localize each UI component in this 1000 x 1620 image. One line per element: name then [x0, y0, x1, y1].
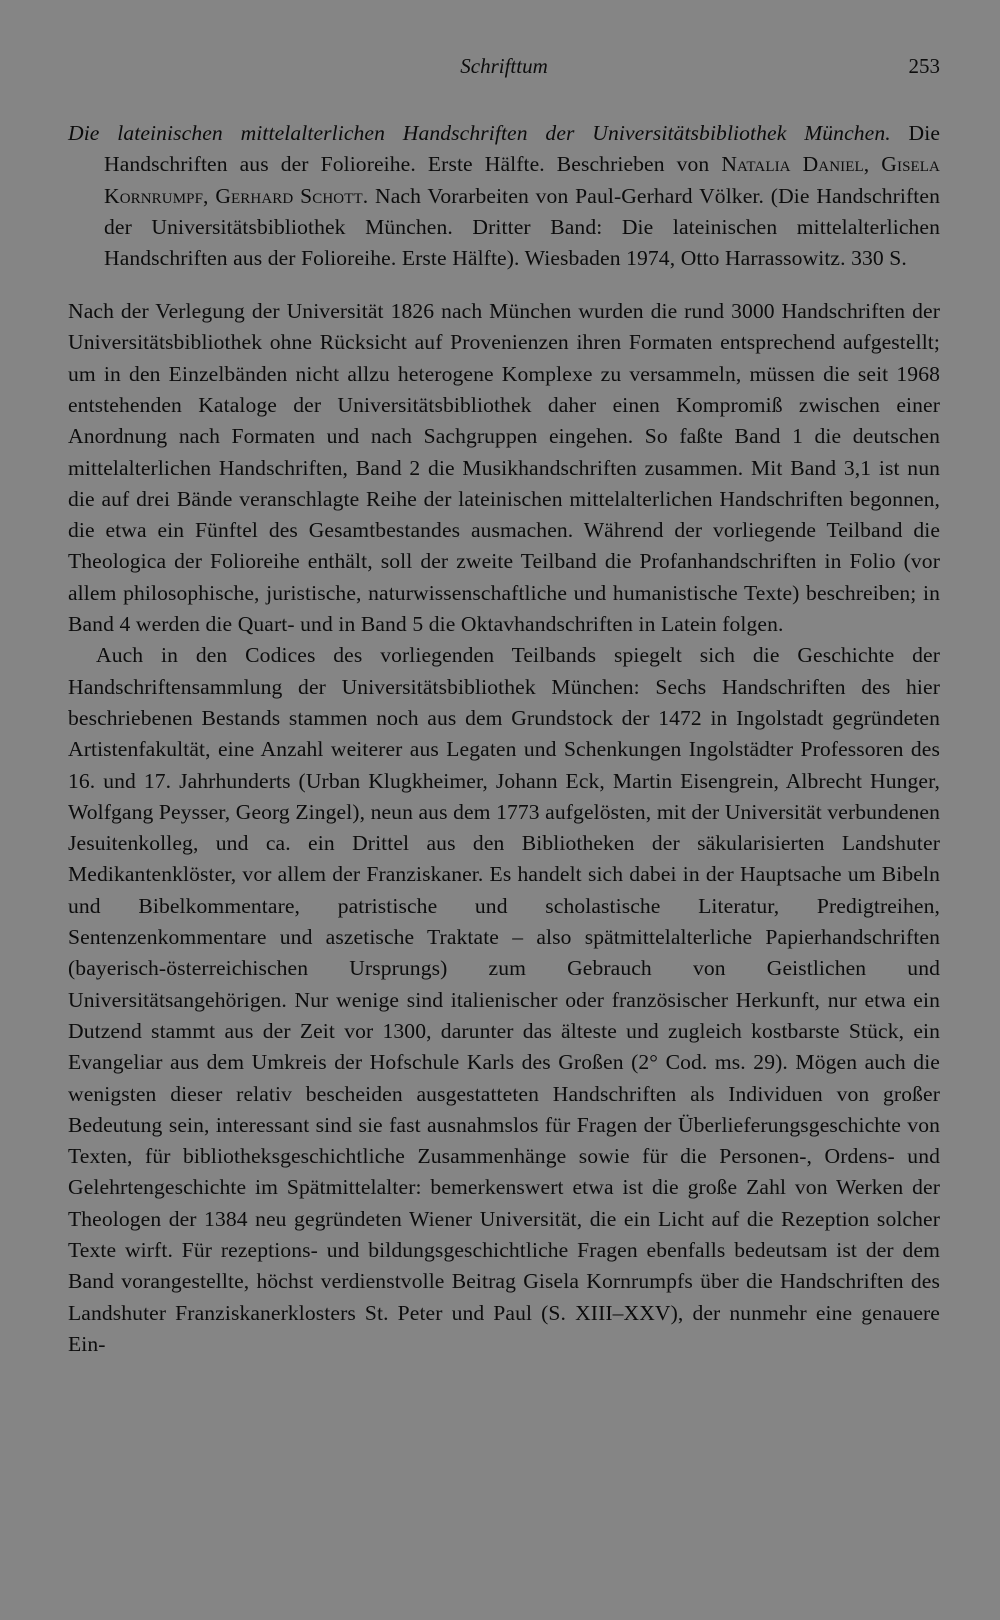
running-title: Schrifttum — [460, 54, 548, 78]
citation-title: Die lateinischen mittelalterlichen Handschriften der Universitätsbibliothek München. — [68, 121, 891, 145]
book-page — [68, 50, 940, 1360]
citation-subtitle: Die Handschriften aus der Folioreihe. Erste Hälfte. Beschrieben von — [104, 121, 941, 177]
citation-authors: Natalia Daniel, Gisela Kornrumpf, Gerhard Schott — [104, 152, 940, 208]
running-head — [68, 50, 940, 84]
body-paragraph-1: Nach der Verlegung der Universität 1826 nach München wurden die rund 3000 Handschriften der Universitätsbibliothek ohne Rücksicht auf Provenienzen ihren Formaten entsprechend aufgestellt; um in den Einzelbänden nicht allzu heterogene Komplexe zu versammeln, müssen die seit 1968 entstehenden Kataloge der Universitätsbibliothek daher einen Kompromiß zwischen einer Anordnung nach Formaten und nach Sachgruppen eingehen. So faßte Band 1 die deutschen mittelalterlichen Handschriften, Band 2 die Musikhandschriften zusammen. Mit Band 3,1 ist nun die auf drei Bände veranschlagte Reihe der lateinischen mittelalterlichen Handschriften begonnen, die etwa ein Fünftel des Gesamtbestandes ausmachen. Während der vorliegende Teilband die Theologica der Folioreihe enthält, soll der zweite Teilband die Profanhandschriften in Folio (vor allem philosophische, juristische, naturwissenschaftliche und humanistische Texte) beschreiben; in Band 4 werden die Quart- und in Band 5 die Oktavhandschriften in Latein folgen. — [68, 299, 940, 637]
citation-details: . Nach Vorarbeiten von Paul-Gerhard Völker. (Die Handschriften der Universitätsbibliothek München. Dritter Band: Die lateinischen mittelalterlichen Handschriften aus der Folioreihe. Erste Hälfte). Wiesbaden 1974, Otto Harrassowitz. 330 S. — [104, 183, 940, 271]
bibliographic-citation — [68, 118, 940, 274]
page-number: 253 — [908, 54, 940, 78]
body-paragraph-2: Auch in den Codices des vorliegenden Teilbands spiegelt sich die Geschichte der Handschriftensammlung der Universitätsbibliothek München: Sechs Handschriften des hier beschriebenen Bestands stammen noch aus dem Grundstock der 1472 in Ingolstadt gegründeten Artistenfakultät, eine Anzahl weiterer aus Legaten und Schenkungen Ingolstädter Professoren des 16. und 17. Jahrhunderts (Urban Klugkheimer, Johann Eck, Martin Eisengrein, Albrecht Hunger, Wolfgang Peysser, Georg Zingel), neun aus dem 1773 aufgelösten, mit der Universität verbundenen Jesuitenkolleg, und ca. ein Drittel aus den Bibliotheken der säkularisierten Landshuter Medikantenklöster, vor allem der Franziskaner. Es handelt sich dabei in der Hauptsache um Bibeln und Bibelkommentare, patristische und scholastische Literatur, Predigtreihen, Sentenzenkommentare und aszetische Traktate – also spätmittelalterliche Papierhandschriften (bayerisch-österreichischen Ursprungs) zum Gebrauch von Geistlichen und Universitätsangehörigen. Nur wenige sind italienischer oder französischer Herkunft, nur etwa ein Dutzend stammt aus der Zeit vor 1300, darunter das älteste und zugleich kostbarste Stück, ein Evangeliar aus dem Umkreis der Hofschule Karls des Großen (2° Cod. ms. 29). Mögen auch die wenigsten dieser relativ bescheiden ausgestatteten Handschriften als Individuen von großer Bedeutung sein, interessant sind sie fast ausnahmslos für Fragen der Überlieferungsgeschichte von Texten, für bibliotheksgeschichtliche Zusammenhänge sowie für die Personen-, Ordens- und Gelehrtengeschichte im Spätmittelalter: bemerkenswert etwa ist die große Zahl von Werken der Theologen der 1384 neu gegründeten Wiener Universität, die ein Licht auf die Rezeption solcher Texte wirft. Für rezeptions- und bildungsgeschichtliche Fragen ebenfalls bedeutsam ist der dem Band vorangestellte, höchst verdienstvolle Beitrag Gisela Kornrumpfs über die Handschriften des Landshuter Franziskanerklosters St. Peter und Paul (S. XIII–XXV), der nunmehr eine genauere Ein- — [68, 643, 940, 1356]
